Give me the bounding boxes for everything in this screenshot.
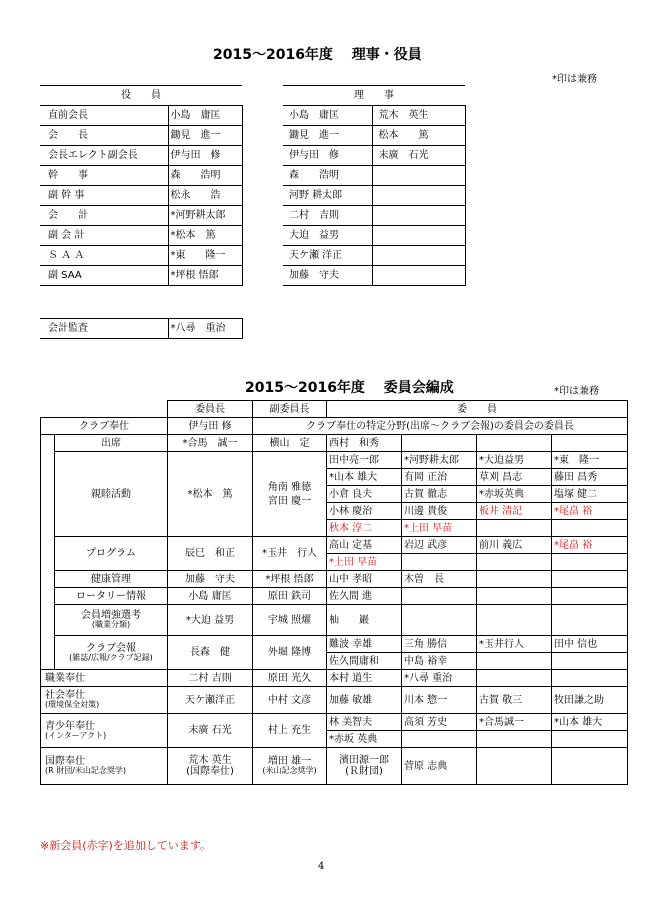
vocational-vice: 原田 光久	[253, 670, 327, 687]
header-members: 委 員	[327, 401, 628, 418]
director-name: 荒木 英生	[372, 106, 465, 126]
member: 塩塚 健二	[552, 486, 628, 503]
member: 林 美智夫	[327, 714, 402, 731]
director-name	[372, 206, 465, 226]
bulletin-vice: 外堀 隆博	[253, 636, 327, 670]
member: 菅原 志典	[402, 748, 477, 785]
officer-name: 小島 庸匡	[168, 106, 242, 126]
member: *赤坂英典	[477, 486, 552, 503]
director-name: 小島 庸匡	[283, 106, 372, 126]
officer-name: *河野耕太郎	[168, 206, 242, 226]
member: 三角 勝信	[402, 636, 477, 653]
member: 古賀 徹志	[402, 486, 477, 503]
international-chair: 荒木 英生 (国際奉仕)	[168, 748, 253, 785]
member: 木曽 長	[402, 571, 477, 588]
health-chair: 加藤 守夫	[168, 571, 253, 588]
member: *山本 雄大	[327, 469, 402, 486]
member: 田中 信也	[552, 636, 628, 653]
membership-vice: 宇城 照燿	[253, 605, 327, 636]
member: 前川 義広	[477, 537, 552, 554]
bulletin-chair: 長森 健	[168, 636, 253, 670]
audit-role: 会計監査	[40, 319, 168, 339]
community-label: 社会奉仕 (環境保全対策)	[41, 687, 168, 714]
member: 佐久間庸和	[327, 653, 402, 670]
member: 草刈 昌志	[477, 469, 552, 486]
member: 本村 道生	[327, 670, 402, 687]
attendance-vice: 横山 定	[253, 435, 327, 452]
member: 加藤 敏雄	[327, 687, 402, 714]
officer-role: 幹 事	[40, 166, 168, 186]
member: *玉井行人	[477, 636, 552, 653]
youth-chair: 末廣 石光	[168, 714, 253, 748]
member: 川本 惣一	[402, 687, 477, 714]
director-name: 河野 耕太郎	[283, 186, 372, 206]
health-label: 健康管理	[55, 571, 168, 588]
member: 高山 定基	[327, 537, 402, 554]
member-new: 秋本 淳二	[327, 520, 402, 537]
youth-label: 青少年奉仕 (インターアクト)	[41, 714, 168, 748]
member: 田中亮一郎	[327, 452, 402, 469]
membership-chair: *大迫 益男	[168, 605, 253, 636]
member: 難波 幸雄	[327, 636, 402, 653]
member: 古賀 敬三	[477, 687, 552, 714]
director-name: 森 浩明	[283, 166, 372, 186]
officer-role: 会 長	[40, 126, 168, 146]
officer-name: 森 浩明	[168, 166, 242, 186]
officer-role: 会長エレクト副会長	[40, 146, 168, 166]
member: 有岡 正治	[402, 469, 477, 486]
director-name	[372, 186, 465, 206]
member: 小倉 良夫	[327, 486, 402, 503]
fellowship-vice: 角南 雅徳 宮田 慶一	[253, 452, 327, 537]
rotary-info-chair: 小島 庸匡	[168, 588, 253, 605]
fellowship-label: 親睦活動	[55, 452, 168, 537]
member: *大迫益男	[477, 452, 552, 469]
header-vice-chair: 副委員長	[253, 401, 327, 418]
member: 高須 芳史	[402, 714, 477, 731]
officer-role: 副 会 計	[40, 226, 168, 246]
member: *山本 雄大	[552, 714, 628, 731]
member: 藤田 昌秀	[552, 469, 628, 486]
international-label: 国際奉仕 (R 財団/米山記念奨学)	[41, 748, 168, 785]
title-committee: 2015～2016年度 委員会編成	[245, 380, 454, 396]
director-name	[372, 166, 465, 186]
club-service-note: クラブ奉仕の特定分野(出席～クラブ会報)の委員会の委員長	[253, 418, 628, 435]
director-name	[372, 266, 465, 286]
director-name	[372, 226, 465, 246]
director-name: 二村 吉則	[283, 206, 372, 226]
director-name: 松本 篤	[372, 126, 465, 146]
program-label: プログラム	[55, 537, 168, 571]
note-concurrent-2: *印は兼務	[554, 386, 599, 397]
director-name: 天ケ瀬 洋正	[283, 246, 372, 266]
member: *河野耕太郎	[402, 452, 477, 469]
member: 小林 慶治	[327, 503, 402, 520]
officer-name: *松本 篤	[168, 226, 242, 246]
attendance-chair: *合馬 誠一	[168, 435, 253, 452]
officer-name: 伊与田 修	[168, 146, 242, 166]
rotary-info-label: ロータリー情報	[55, 588, 168, 605]
club-service-chair: 伊与田 修	[168, 418, 253, 435]
audit-name: *八尋 重治	[168, 319, 242, 339]
health-vice: *坪根 悟郎	[253, 571, 327, 588]
officer-role: 副 SAA	[40, 266, 168, 286]
member: 中島 裕幸	[402, 653, 477, 670]
attendance-member: 西村 和秀	[327, 435, 402, 452]
officer-role: 会 計	[40, 206, 168, 226]
fellowship-chair: *松本 篤	[168, 452, 253, 537]
member: *八尋 重治	[402, 670, 477, 687]
director-name: 伊与田 修	[283, 146, 372, 166]
officer-name: *坪根 悟郎	[168, 266, 242, 286]
member-new: *上田 早苗	[327, 554, 402, 571]
attendance-label: 出席	[55, 435, 168, 452]
member: 杣 巖	[327, 605, 402, 636]
youth-vice: 村上 充生	[253, 714, 327, 748]
member: 岩辺 武彦	[402, 537, 477, 554]
vocational-chair: 二村 吉則	[168, 670, 253, 687]
program-chair: 辰巳 和正	[168, 537, 253, 571]
directors-table	[283, 85, 466, 286]
directors-header: 理 事	[283, 86, 465, 106]
officer-role: 副 幹 事	[40, 186, 168, 206]
officer-name: 鋤見 進一	[168, 126, 242, 146]
officers-header: 役 員	[40, 86, 242, 106]
bulletin-label: クラブ会報 (雑誌/広報/クラブ記録)	[55, 636, 168, 670]
member: 川邊 貴俊	[402, 503, 477, 520]
director-name	[372, 246, 465, 266]
international-vice: 増田 雄一 (米山記念奨学)	[253, 748, 327, 785]
officer-role: Ｓ Ａ Ａ	[40, 246, 168, 266]
director-name: 鋤見 進一	[283, 126, 372, 146]
member: 山中 孝昭	[327, 571, 402, 588]
rotary-info-vice: 原田 鉄司	[253, 588, 327, 605]
member-new: *尾畠 裕	[552, 537, 628, 554]
program-vice: *玉井 行人	[253, 537, 327, 571]
officer-name: 松永 浩	[168, 186, 242, 206]
committee-table	[40, 400, 628, 785]
member: 牧田謙之助	[552, 687, 628, 714]
footnote: ※新会員(赤字)を追加しています。	[40, 839, 211, 852]
title-officers: 2015～2016年度 理事・役員	[213, 47, 422, 63]
club-service-label: クラブ奉仕	[41, 418, 168, 435]
vocational-label: 職業奉仕	[41, 670, 168, 687]
membership-label: 会員増強選考 (職業分類)	[55, 605, 168, 636]
member: *東 隆一	[552, 452, 628, 469]
member: *赤坂 英典	[327, 731, 402, 748]
header-chair: 委員長	[168, 401, 253, 418]
member: 佐久間 進	[327, 588, 402, 605]
member-new: 板井 清記	[477, 503, 552, 520]
member-new: *尾畠 裕	[552, 503, 628, 520]
member: 濱田源一郎 (Ｒ財団)	[327, 748, 402, 785]
officers-table	[40, 85, 243, 286]
community-vice: 中村 文彦	[253, 687, 327, 714]
officer-role: 直前会長	[40, 106, 168, 126]
community-chair: 天ケ瀬洋正	[168, 687, 253, 714]
officer-name: *東 隆一	[168, 246, 242, 266]
member: *合馬誠一	[477, 714, 552, 731]
director-name: 末廣 石光	[372, 146, 465, 166]
director-name: 大迫 益男	[283, 226, 372, 246]
note-concurrent-1: *印は兼務	[552, 74, 597, 85]
page-number: 4	[318, 861, 325, 872]
audit-table	[40, 318, 243, 339]
member-new: *上田 早苗	[402, 520, 477, 537]
director-name: 加藤 守夫	[283, 266, 372, 286]
